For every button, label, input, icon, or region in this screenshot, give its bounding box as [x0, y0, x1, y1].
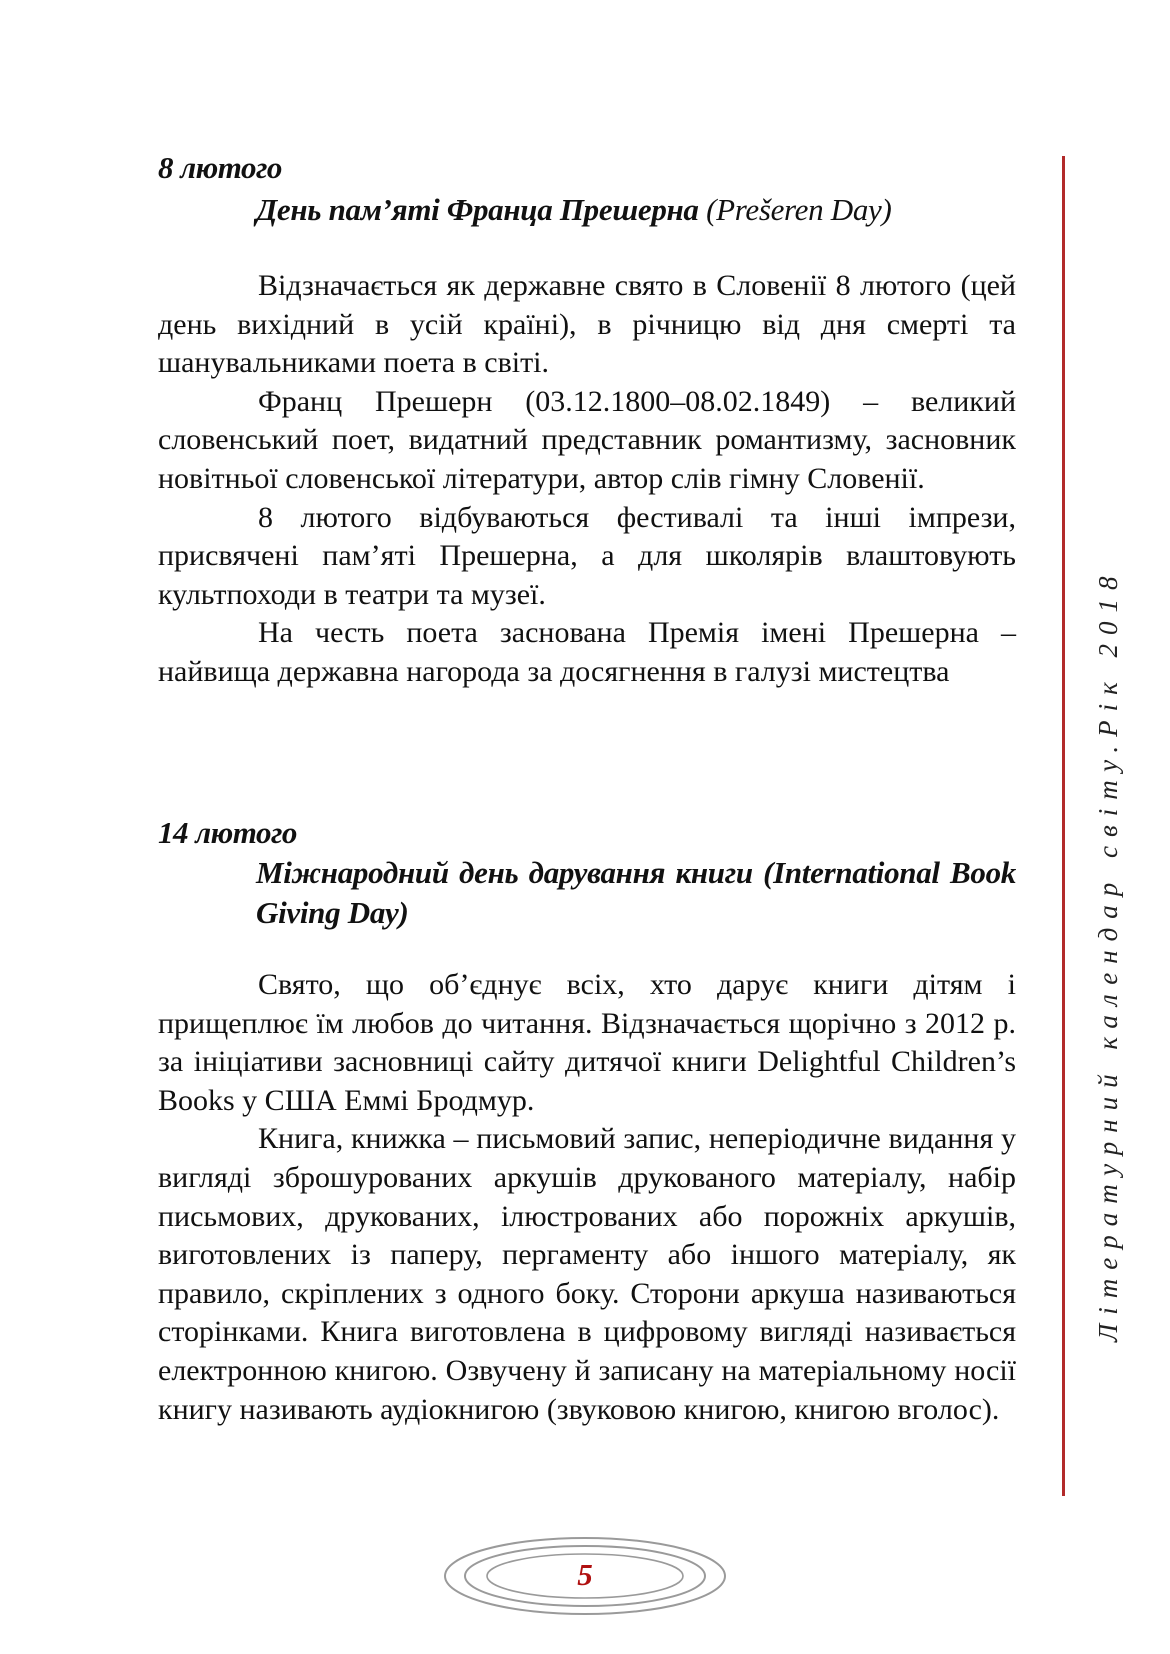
event-title-ua: День пам’яті Франца Прешерна [256, 192, 699, 227]
running-header: Літературний календар світу.Рік 2018 [1093, 567, 1123, 1342]
event-title-en: (International Book Giving Day) [256, 855, 1016, 930]
side-rule [1062, 156, 1065, 1496]
event-title-ua: Міжнародний день дарування книги [256, 855, 753, 890]
event-description [158, 267, 1016, 692]
page-number-ornament [440, 1520, 730, 1630]
paragraph: Франц Прешерн (03.12.1800–08.02.1849) – великий словенський поет, видатний представник романтизму, засновник новітньої словенської літератури, автор слів гімну Словенії. [158, 384, 1016, 495]
paragraph: Відзначається як державне свято в Словенії 8 лютого (цей день вихідний в усій країні), в річницю від дня смерті та шанувальниками поета в світі. [158, 269, 1016, 380]
paragraph: На честь поета заснована Премія імені Прешерна – найвища державна нагорода за досягнення в галузі мистецтва [158, 616, 1016, 688]
event-title [256, 190, 1016, 230]
event-date: 8 лютого [158, 150, 282, 185]
event-description [158, 966, 1016, 1429]
paragraph: 8 лютого відбуваються фестивалі та інші імпрези, присвячені пам’яті Прешерна, а для школярів влаштовують культпоходи в театри та музеї. [158, 500, 1016, 611]
event-title-en: (Prešeren Day) [706, 192, 892, 227]
paragraph: Свято, що об’єднує всіх, хто дарує книги дітям і прищеплює їм любов до читання. Відзначається щорічно з 2012 р. за ініціативи засновниці сайту дитячої книги Delightful Children’s Books у США Еммі Бродмур. [158, 968, 1016, 1117]
event-title [256, 853, 1016, 933]
paragraph: Книга, книжка – письмовий запис, неперіодичне видання у вигляді зброшурованих аркушів друкованого матеріалу, набір письмових, друкованих, ілюстрованих або порожніх аркушів, виготовлених із паперу, пергаменту або іншого матеріалу, як правило, скріплених з одного боку. Сторони аркуша називаються сторінками. Книга виготовлена в цифровому вигляді називається електронною книгою. Озвучену й записану на матеріальному носії книгу називають аудіокнигою (звуковою книгою, книгою вголос). [158, 1122, 1016, 1426]
event-date: 14 лютого [158, 815, 297, 850]
page-number: 5 [577, 1557, 593, 1592]
